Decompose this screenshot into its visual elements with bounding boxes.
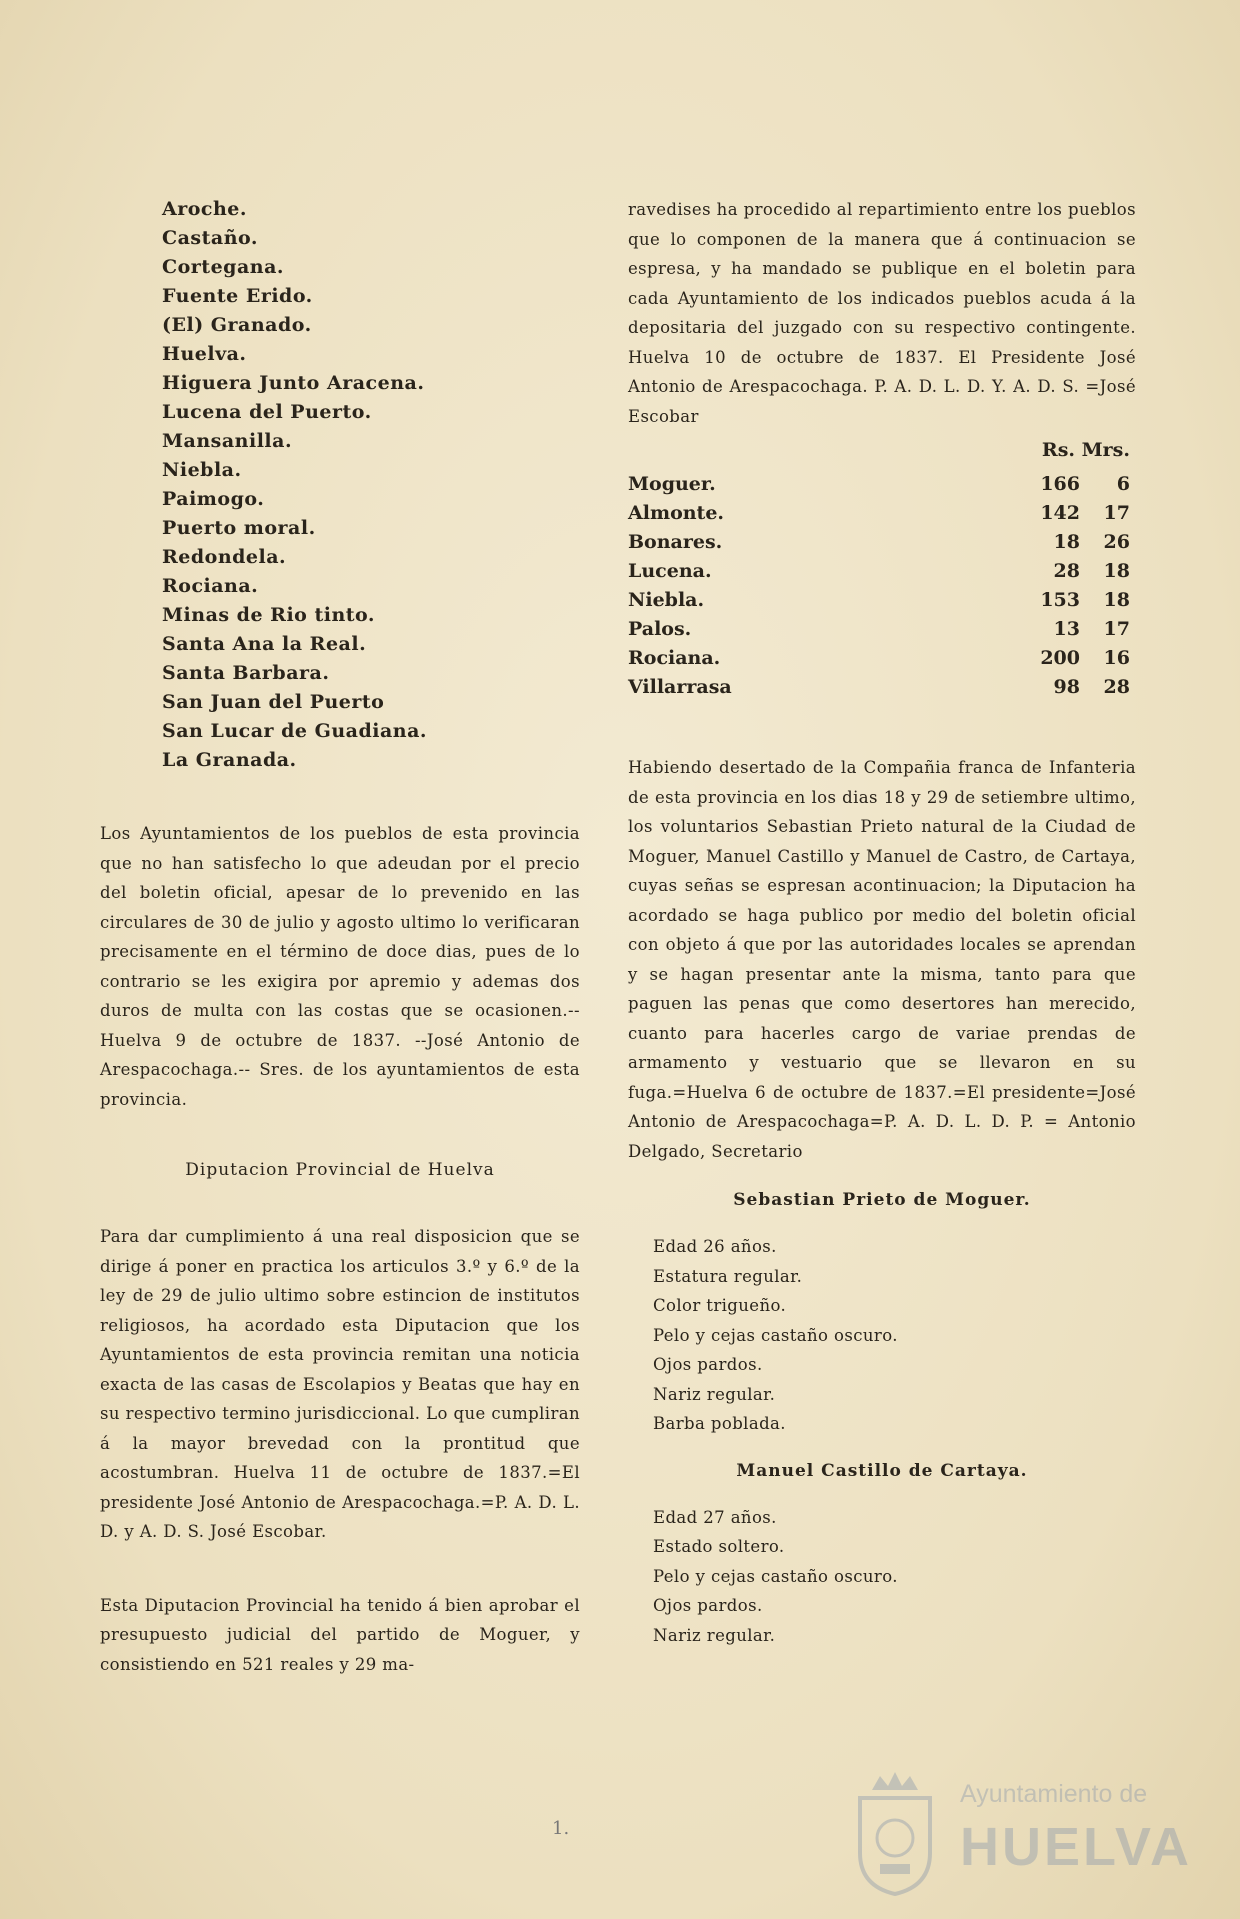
cell-mrs: 17	[1103, 617, 1130, 640]
table-row	[628, 469, 1136, 498]
desertion-paragraph: Habiendo desertado de la Compañia franca de Infanteria de esta provincia en los dias 18 y 29 de setiembre ultimo, los voluntarios Sebastian Prieto natural de la Ciudad de Moguer, Manuel Castillo y Manuel de Castro, de Cartaya, cuyas señas se espresan acontinuacion; la Diputacion ha acordado se haga publico por medio del boletin oficial con objeto á que por las autoridades locales se aprendan y se hagan presentar ante la misma, tanto para que paguen las penas que como desertores han merecido, cuanto para hacerles cargo de variae prendas de armamento y vestuario que se llevaron en su fuga.=Huelva 6 de octubre de 1837.=El presidente=José Antonio de Arespacochaga=P. A. D. L. D. P. = Antonio Delgado, Secretario	[628, 758, 1136, 1161]
town-item: Lucena del Puerto.	[162, 401, 372, 423]
person2-traits	[653, 1503, 1136, 1651]
cell-mrs: 18	[1103, 559, 1130, 582]
town-item: Paimogo.	[162, 488, 265, 510]
decree-paragraph: Para dar cumplimiento á una real disposicion que se dirige á poner en practica los articulos 3.º y 6.º de la ley de 29 de julio ultimo sobre estincion de institutos religiosos, ha acordado esta Diputacion que los Ayuntamientos de esta provincia remitan una noticia exacta de las casas de Escolapios y Beatas que hay en su respectivo termino jurisdiccional. Lo que cumpliran á la mayor brevedad con la prontitud que acostumbran. Huelva 11 de octubre de 1837.=El presidente José Antonio de Arespacochaga.=P. A. D. L. D. y A. D. S. José Escobar.	[100, 1227, 580, 1541]
cell-rs: 200	[1040, 646, 1080, 669]
cell-rs: 13	[1053, 617, 1080, 640]
town-item: Mansanilla.	[162, 430, 293, 452]
trait-item: Barba poblada.	[653, 1414, 786, 1433]
trait-item: Estado soltero.	[653, 1537, 785, 1556]
town-item: Redondela.	[162, 546, 287, 568]
reparto-continuation: ravedises ha procedido al repartimiento entre los pueblos que lo componen de la manera que á continuacion se espresa, y ha mandado se publique en el boletin para cada Ayuntamiento de los indicados pueblos acuda á la depositaria del juzgado con su respectivo contingente. Huelva 10 de octubre de 1837. El Presidente José Antonio de Arespacochaga. P. A. D. L. D. Y. A. D. S. =José Escobar	[628, 200, 1136, 426]
trait-item: Nariz regular.	[653, 1625, 776, 1645]
person1-traits	[653, 1232, 1136, 1439]
town-item: Santa Barbara.	[162, 662, 330, 684]
reparto-paragraph: Esta Diputacion Provincial ha tenido á bien aprobar el presupuesto judicial del partido de Moguer, y consistiendo en 521 reales y 29 ma-	[100, 1595, 580, 1674]
town-item: Rociana.	[162, 575, 259, 597]
table-row	[628, 614, 1136, 643]
cell-mrs: 6	[1116, 472, 1130, 495]
cell-town: Villarrasa	[628, 675, 732, 698]
cell-rs: 153	[1040, 588, 1080, 611]
cell-rs: 166	[1040, 472, 1080, 495]
table-header: Rs. Mrs.	[1041, 439, 1130, 461]
town-item: Cortegana.	[162, 256, 285, 278]
trait-item: Edad 26 años.	[653, 1237, 777, 1256]
cell-rs: 142	[1040, 501, 1080, 524]
cell-town: Rociana.	[628, 646, 721, 669]
table-row	[628, 672, 1136, 701]
reparto-table	[628, 439, 1136, 701]
cell-mrs: 17	[1103, 501, 1130, 524]
trait-item: Pelo y cejas castaño oscuro.	[653, 1566, 898, 1586]
trait-item: Nariz regular.	[653, 1384, 776, 1404]
person2-heading: Manuel Castillo de Cartaya.	[736, 1460, 1028, 1481]
table-row	[628, 556, 1136, 585]
trait-item: Ojos pardos.	[653, 1355, 763, 1374]
town-item: Aroche.	[162, 198, 248, 220]
cell-town: Bonares.	[628, 530, 723, 553]
person1-heading: Sebastian Prieto de Moguer.	[733, 1190, 1031, 1210]
town-item: San Juan del Puerto	[162, 691, 385, 713]
cell-rs: 28	[1053, 559, 1080, 582]
town-list	[162, 195, 580, 775]
watermark-logo	[850, 1768, 1230, 1908]
cell-town: Lucena.	[628, 559, 712, 582]
table-row	[628, 498, 1136, 527]
town-item: Niebla.	[162, 459, 242, 481]
table-row	[628, 585, 1136, 614]
cell-town: Almonte.	[628, 501, 725, 524]
trait-item: Ojos pardos.	[653, 1596, 763, 1615]
cell-mrs: 26	[1103, 530, 1130, 553]
section-heading: Diputacion Provincial de Huelva	[185, 1160, 495, 1180]
town-item: Minas de Rio tinto.	[162, 604, 376, 626]
watermark-line2: HUELVA	[960, 1817, 1192, 1877]
town-item: Huelva.	[162, 343, 247, 365]
town-item: Puerto moral.	[162, 517, 316, 539]
cell-mrs: 28	[1103, 675, 1130, 698]
cell-mrs: 16	[1103, 646, 1130, 669]
town-item: (El) Granado.	[162, 314, 312, 336]
trait-item: Color trigueño.	[653, 1296, 787, 1315]
notice-paragraph: Los Ayuntamientos de los pueblos de esta provincia que no han satisfecho lo que adeudan por el precio del boletin oficial, apesar de lo prevenido en las circulares de 30 de julio y agosto ultimo lo verificaran precisamente en el término de doce dias, pues de lo contrario se les exigira por apremio y ademas dos duros de multa con las costas que se ocasionen.--Huelva 9 de octubre de 1837. --José Antonio de Arespacochaga.-- Sres. de los ayuntamientos de esta provincia.	[100, 824, 580, 1109]
trait-item: Edad 27 años.	[653, 1507, 777, 1527]
town-item: Castaño.	[162, 227, 258, 249]
cell-town: Moguer.	[628, 472, 716, 495]
table-row	[628, 527, 1136, 556]
town-item: San Lucar de Guadiana.	[162, 720, 428, 742]
cell-mrs: 18	[1103, 588, 1130, 611]
trait-item: Pelo y cejas castaño oscuro.	[653, 1325, 898, 1345]
crest-icon	[850, 1768, 940, 1898]
cell-town: Niebla.	[628, 588, 705, 611]
town-item: La Granada.	[162, 749, 297, 771]
right-column	[628, 195, 1136, 1650]
town-item: Santa Ana la Real.	[162, 633, 367, 655]
town-item: Higuera Junto Aracena.	[162, 372, 425, 394]
page-number: 1.	[552, 1818, 570, 1839]
trait-item: Estatura regular.	[653, 1266, 803, 1286]
town-item: Fuente Erido.	[162, 285, 313, 307]
watermark-line1: Ayuntamiento de	[960, 1780, 1148, 1808]
table-row	[628, 643, 1136, 672]
cell-town: Palos.	[628, 617, 692, 640]
cell-rs: 18	[1053, 530, 1080, 553]
cell-rs: 98	[1053, 675, 1080, 698]
table-rows	[628, 469, 1136, 701]
left-column	[100, 195, 580, 1679]
